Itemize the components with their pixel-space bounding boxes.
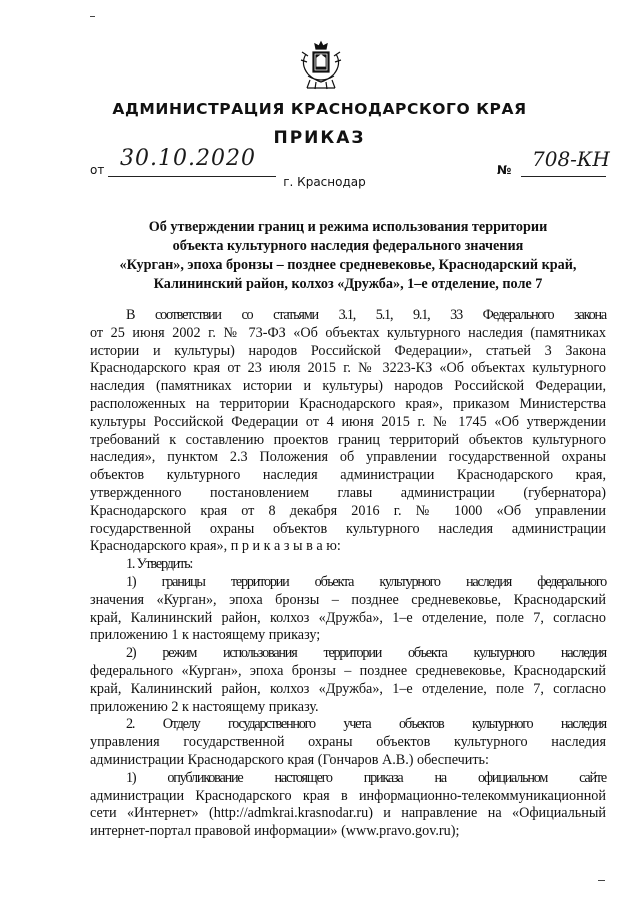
body-line: Краснодарского края от 8 декабря 2016 г. № 1000 «Об управлении: [90, 502, 606, 519]
body-line: 1. Утвердить:: [126, 556, 193, 573]
body-line: 1) опубликование настоящего приказа на официальном сайте: [126, 769, 606, 786]
body-line: 2. Отделу государственного учета объектов культурного наследия: [126, 716, 606, 733]
body-line: государственной охраны объектов культурного наследия администрации: [90, 520, 606, 537]
document-body: [90, 307, 606, 841]
handwritten-number: 708-КН: [532, 147, 610, 171]
title-line: Калининский район, колхоз «Дружба», 1–е отделение, поле 7: [153, 276, 543, 292]
scan-mark: [598, 880, 605, 881]
body-line: приложению 1 к настоящему приказу;: [90, 627, 321, 644]
body-line: расположенных на территории Краснодарского края», приказом Министерства: [90, 395, 606, 412]
body-line: администрации Краснодарского края (Гончаров А.В.) обеспечить:: [90, 751, 489, 768]
body-line: наследия», пунктом 2.3 Положения об управлении государственной охраны: [90, 449, 606, 466]
body-line: объектов культурного наследия администрации Краснодарского края,: [90, 467, 606, 484]
body-line: истории и культуры) народов Российской Федерации», статьей 3 Закона: [90, 342, 606, 359]
handwritten-date: 30.10.2020: [120, 146, 256, 171]
body-line: значения «Курган», эпоха бронзы – позднее средневековье, Краснодарский: [90, 591, 606, 608]
body-line: край, Калининский район, колхоз «Дружба», 1–е отделение, поле 7, согласно: [90, 680, 606, 697]
city: г. Краснодар: [283, 175, 366, 189]
body-line: федерального «Курган», эпоха бронзы – позднее средневековье, Краснодарский: [90, 662, 606, 679]
body-line: администрации Краснодарского края в информационно-телекоммуникационной: [90, 787, 606, 804]
body-line: Краснодарского края», п р и к а з ы в а ю:: [90, 538, 341, 555]
body-line: край, Калининский район, колхоз «Дружба», 1–е отделение, поле 7, согласно: [90, 609, 606, 626]
body-line: интернет-портал правовой информации» (www.pravo.gov.ru);: [90, 823, 460, 840]
body-line: 2) режим использования территории объекта культурного наследия: [126, 645, 606, 662]
coat-of-arms-emblem: [298, 40, 344, 92]
body-line: утвержденного постановлением главы администрации (губернатора): [90, 484, 606, 501]
body-line: В соответствии со статьями 3.1, 5.1, 9.1, 33 Федерального закона: [126, 307, 606, 323]
body-line: управления государственной охраны объектов культурного наследия: [90, 734, 606, 751]
document-type: ПРИКАЗ: [273, 128, 366, 148]
date-prefix: от: [90, 163, 105, 177]
title-line: «Курган», эпоха бронзы – позднее средневековье, Краснодарский край,: [119, 257, 577, 273]
body-line: Краснодарского края от 23 июля 2015 г. № 3223-КЗ «Об объектах культурного: [90, 360, 606, 377]
document-title: [90, 218, 606, 294]
body-line: наследия (памятниках истории и культуры) народов Российской Федерации,: [90, 378, 606, 395]
number-prefix: №: [497, 163, 512, 177]
scan-mark: [90, 16, 95, 17]
body-line: требований к составлению проектов границ территорий объектов культурного: [90, 431, 606, 448]
body-line: приложению 2 к настоящему приказу.: [90, 698, 319, 715]
body-line: от 25 июня 2002 г. № 73-ФЗ «Об объектах культурного наследия (памятниках: [90, 324, 606, 341]
title-line: Об утверждении границ и режима использования территории: [148, 219, 548, 235]
body-line: культуры Российской Федерации от 4 июня 2015 г. № 1745 «Об утверждении: [90, 413, 606, 430]
body-line: 1) границы территории объекта культурного наследия федерального: [126, 573, 606, 590]
body-line: сети «Интернет» (http://admkrai.krasnodar.ru) и направление на «Официальный: [90, 805, 606, 822]
organization-name: АДМИНИСТРАЦИЯ КРАСНОДАРСКОГО КРАЯ: [112, 100, 527, 118]
title-line: объекта культурного наследия федерального значения: [172, 238, 524, 254]
